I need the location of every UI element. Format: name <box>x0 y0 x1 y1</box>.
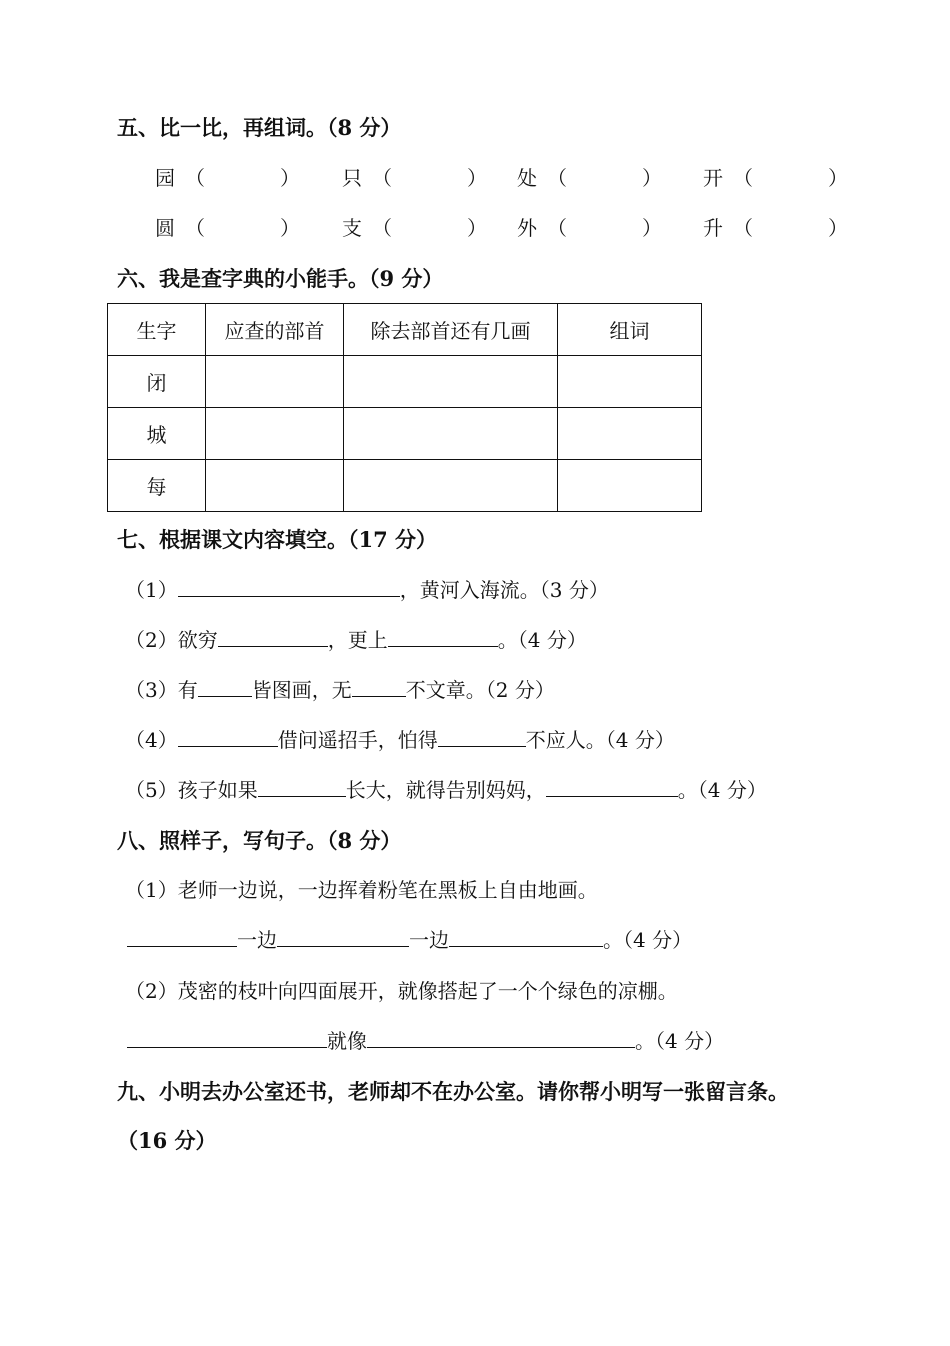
char-cell: 每 <box>108 460 206 512</box>
answer-blank[interactable] <box>277 926 409 947</box>
answer-blank[interactable] <box>258 776 346 797</box>
fill-question-5 <box>125 776 767 804</box>
char: 开 <box>703 166 723 190</box>
paren-close: ） <box>467 216 487 240</box>
word-compare-item <box>703 214 848 242</box>
word-compare-item <box>517 214 662 242</box>
question-text: 有 <box>177 678 198 702</box>
write-sentence-1 <box>127 926 692 954</box>
section6-title: 六、我是查字典的小能手。（9 分） <box>117 266 444 291</box>
col-header-strokes: 除去部首还有几画 <box>344 304 558 356</box>
question-text: 不文章。（2 分） <box>405 678 555 702</box>
char: 升 <box>703 216 723 240</box>
question-number: （3） <box>125 678 178 702</box>
fill-question-4 <box>125 726 675 754</box>
char: 外 <box>517 216 537 240</box>
paren-close: ） <box>467 166 487 190</box>
answer-blank[interactable] <box>352 676 406 697</box>
question-text: 不应人。（4 分） <box>525 728 675 752</box>
section8-title: 八、照样子，写句子。（8 分） <box>117 828 402 853</box>
section7-title: 七、根据课文内容填空。（17 分） <box>117 527 438 552</box>
question-text: ，黄河入海流。（3 分） <box>399 578 609 602</box>
section9-score: （16 分） <box>117 1128 217 1153</box>
question-number: （1） <box>125 578 178 602</box>
paren-open: （ <box>372 216 392 240</box>
answer-blank[interactable] <box>438 726 526 747</box>
answer-blank[interactable] <box>127 1027 327 1048</box>
write-sentence-2 <box>127 1027 724 1055</box>
question-text: 。（4 分） <box>635 1029 725 1053</box>
pattern-word: 一边 <box>409 928 449 952</box>
question-text: 。（4 分） <box>603 928 693 952</box>
paren-open: （ <box>547 166 567 190</box>
paren-open: （ <box>733 216 753 240</box>
radical-cell[interactable] <box>206 356 344 408</box>
paren-open: （ <box>547 216 567 240</box>
question-text: 借问遥招手，怕得 <box>277 728 438 752</box>
question-text: 。（4 分） <box>497 628 587 652</box>
col-header-radical: 应查的部首 <box>206 304 344 356</box>
table-row <box>108 408 702 460</box>
char: 圆 <box>155 216 175 240</box>
question-number: （2） <box>125 628 178 652</box>
question-text: 。（4 分） <box>677 778 767 802</box>
word-compare-item <box>703 164 848 192</box>
question-text: ，更上 <box>327 628 388 652</box>
word-compare-item <box>342 164 487 192</box>
strokes-cell[interactable] <box>344 460 558 512</box>
question-text: 孩子如果 <box>177 778 258 802</box>
radical-cell[interactable] <box>206 460 344 512</box>
answer-blank[interactable] <box>218 626 328 647</box>
question-number: （5） <box>125 778 178 802</box>
section9-title: 九、小明去办公室还书，老师却不在办公室。请你帮小明写一张留言条。 <box>117 1079 789 1104</box>
words-cell[interactable] <box>558 356 702 408</box>
question-text: 皆图画，无 <box>251 678 352 702</box>
word-compare-item <box>342 214 487 242</box>
paren-close: ） <box>280 216 300 240</box>
paren-close: ） <box>828 166 848 190</box>
example-sentence-2: （2）茂密的枝叶向四面展开，就像搭起了一个个绿色的凉棚。 <box>125 979 678 1003</box>
char: 园 <box>155 166 175 190</box>
fill-question-2 <box>125 626 587 654</box>
char-cell: 闭 <box>108 356 206 408</box>
answer-blank[interactable] <box>127 926 237 947</box>
example-sentence-1: （1）老师一边说，一边挥着粉笔在黑板上自由地画。 <box>125 878 598 902</box>
col-header-words: 组词 <box>558 304 702 356</box>
char-cell: 城 <box>108 408 206 460</box>
answer-blank[interactable] <box>198 676 252 697</box>
table-header-row <box>108 304 702 356</box>
strokes-cell[interactable] <box>344 408 558 460</box>
answer-blank[interactable] <box>449 926 603 947</box>
paren-close: ） <box>828 216 848 240</box>
answer-blank[interactable] <box>178 576 400 597</box>
paren-open: （ <box>185 166 205 190</box>
words-cell[interactable] <box>558 408 702 460</box>
char: 支 <box>342 216 362 240</box>
answer-blank[interactable] <box>546 776 678 797</box>
dictionary-table <box>107 303 702 512</box>
word-compare-item <box>155 164 300 192</box>
word-compare-item <box>517 164 662 192</box>
fill-question-1 <box>125 576 609 604</box>
paren-close: ） <box>642 216 662 240</box>
char: 处 <box>517 166 537 190</box>
radical-cell[interactable] <box>206 408 344 460</box>
paren-open: （ <box>185 216 205 240</box>
paren-open: （ <box>733 166 753 190</box>
question-text: 欲穷 <box>177 628 218 652</box>
answer-blank[interactable] <box>178 726 278 747</box>
word-compare-item <box>155 214 300 242</box>
question-text: 长大，就得告别妈妈， <box>345 778 546 802</box>
answer-blank[interactable] <box>388 626 498 647</box>
table-row <box>108 460 702 512</box>
paren-open: （ <box>372 166 392 190</box>
fill-question-3 <box>125 676 555 704</box>
paren-close: ） <box>280 166 300 190</box>
words-cell[interactable] <box>558 460 702 512</box>
col-header-char: 生字 <box>108 304 206 356</box>
table-row <box>108 356 702 408</box>
pattern-word: 就像 <box>327 1029 367 1053</box>
paren-close: ） <box>642 166 662 190</box>
strokes-cell[interactable] <box>344 356 558 408</box>
pattern-word: 一边 <box>237 928 277 952</box>
section5-title: 五、比一比，再组词。（8 分） <box>117 115 402 140</box>
char: 只 <box>342 166 362 190</box>
answer-blank[interactable] <box>367 1027 635 1048</box>
question-number: （4） <box>125 728 178 752</box>
